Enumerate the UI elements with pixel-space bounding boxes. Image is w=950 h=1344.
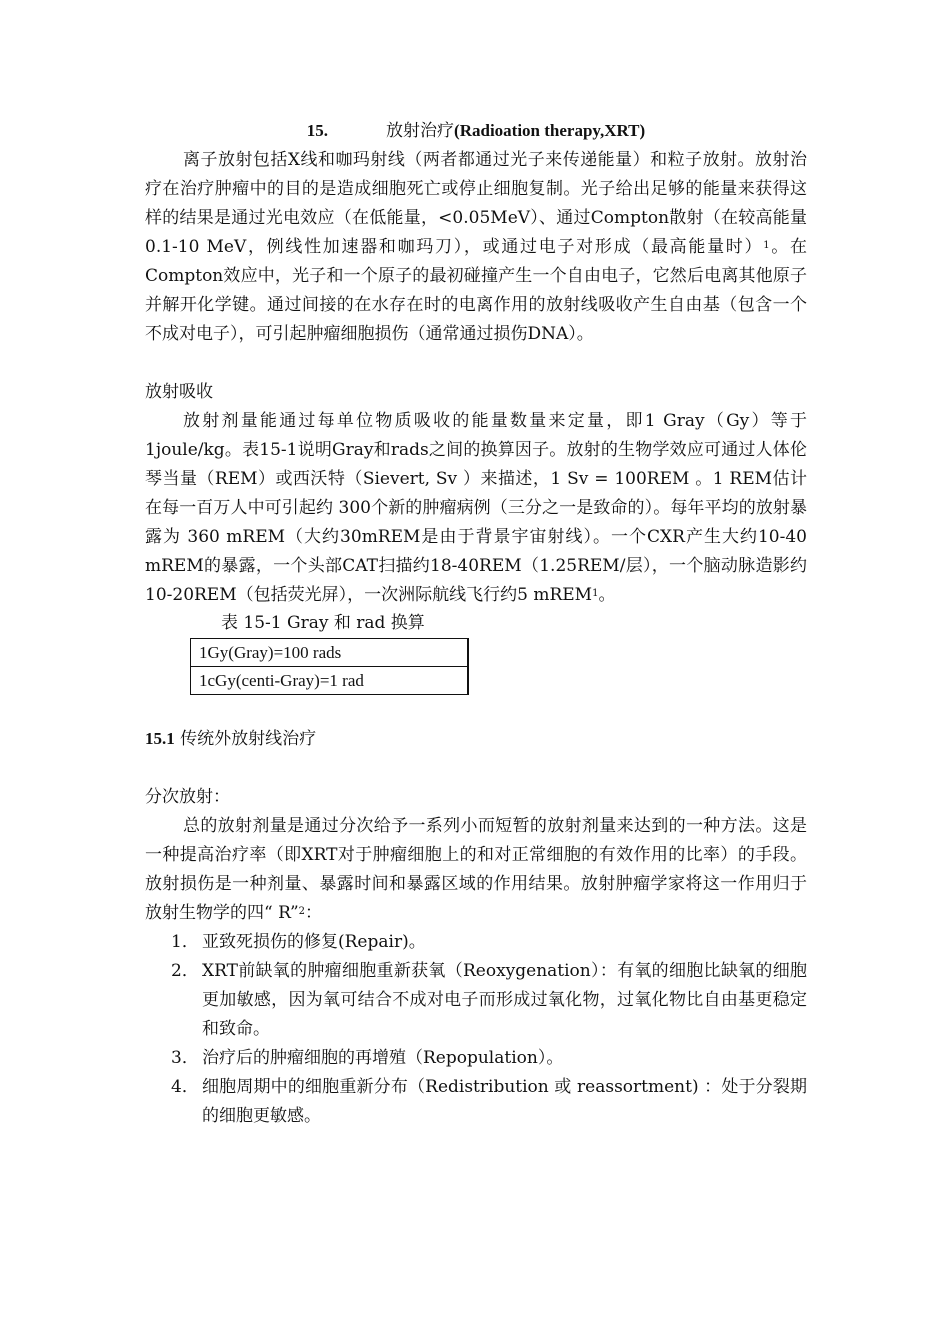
section-number: 15.1 xyxy=(145,729,175,748)
intro-text-2: 。在Compton效应中，光子和一个原子的最初碰撞产生一个自由电子，它然后电离其他原子并解开化学键。通过间接的在水存在时的电离作用的放射线吸收产生自由基（包含一个不成对电子），可引起肿瘤细胞损伤（通常通过损伤DNA）。 xyxy=(145,237,808,344)
list-item xyxy=(145,1073,807,1131)
document-page xyxy=(145,118,807,1131)
intro-paragraph xyxy=(145,146,807,349)
intro-footnote-ref: 1 xyxy=(763,240,770,251)
table-cell: 1cGy(centi-Gray)=1 rad xyxy=(191,667,469,695)
list-number: 1． xyxy=(171,932,199,952)
table-caption: 表 15-1 Gray 和 rad 换算 xyxy=(221,613,425,633)
section-heading xyxy=(145,724,807,754)
list-number: 2． xyxy=(171,961,199,981)
title-en: (Radioation therapy,XRT) xyxy=(454,121,646,140)
title-number: 15. xyxy=(306,121,329,140)
list-item xyxy=(145,1044,807,1073)
section-title: 传统外放射线治疗 xyxy=(174,729,317,749)
list-text: 治疗后的肿瘤细胞的再增殖（Repopulation）。 xyxy=(202,1048,564,1068)
list-item xyxy=(145,928,807,957)
list-text: XRT前缺氧的肿瘤细胞重新获氧（Reoxygenation）：有氧的细胞比缺氧的细胞更加敏感，因为氧可结合不成对电子而形成过氧化物，过氧化物比自由基更稳定和致命。 xyxy=(202,961,807,1039)
list-number: 3． xyxy=(171,1048,199,1068)
fractionation-paragraph xyxy=(145,812,807,928)
intro-text-1: 离子放射包括X线和咖玛射线（两者都通过光子来传递能量）和粒子放射。放射治疗在治疗肿瘤中的目的是造成细胞死亡或停止细胞复制。光子给出足够的能量来获得这样的结果是通过光电效应（在低能量，<0.05MeV）、通过Compton散射（在较高能量0.1-10 MeV，例线性加速器和咖玛刀），或通过电子对形成（最高能量时） xyxy=(145,150,807,257)
absorption-footnote-ref: 1 xyxy=(592,588,599,599)
table-row xyxy=(191,639,469,667)
absorption-paragraph xyxy=(145,407,807,610)
list-text: 亚致死损伤的修复(Repair)。 xyxy=(202,932,426,952)
absorption-heading: 放射吸收 xyxy=(145,382,213,402)
document-title xyxy=(145,118,807,144)
conversion-table xyxy=(190,638,469,695)
list-number: 4． xyxy=(171,1077,199,1097)
four-r-list xyxy=(145,928,807,1131)
table-row xyxy=(191,667,469,695)
list-item xyxy=(145,957,807,1044)
absorption-text-2: 。 xyxy=(598,585,616,605)
table-cell: 1Gy(Gray)=100 rads xyxy=(191,639,469,667)
fractionation-tail: ： xyxy=(305,903,323,923)
fractionation-text: 总的放射剂量是通过分次给予一系列小而短暂的放射剂量来达到的一种方法。这是一种提高治疗率（即XRT对于肿瘤细胞上的和对正常细胞的有效作用的比率）的手段。放射损伤是一种剂量、暴露时间和暴露区域的作用结果。放射肿瘤学家将这一作用归于放射生物学的四“ R” xyxy=(145,816,807,923)
absorption-text-1: 放射剂量能通过每单位物质吸收的能量数量来定量，即1 Gray（Gy）等于1joule/kg。表15-1说明Gray和rads之间的换算因子。放射的生物学效应可通过人体伦琴当量（REM）或西沃特（Sievert, Sv ）来描述，1 Sv = 100REM 。1 REM估计在每一百万人中可引起约 300个新的肿瘤病例（三分之一是致命的）。每年平均的放射暴露为 360 mREM（大约30mREM是由于背景宇宙射线）。一个CXR产生大约10-40 mREM的暴露，一个头部CAT扫描约18-40REM（1.25REM/层），一个脑动脉造影约10-20REM（包括荧光屏），一次洲际航线飞行约5 mREM xyxy=(145,411,807,605)
fractionation-footnote-ref: 2 xyxy=(298,906,306,917)
title-zh: 放射治疗 xyxy=(386,121,455,141)
fractionation-heading: 分次放射： xyxy=(145,787,230,807)
list-text: 细胞周期中的细胞重新分布（Redistribution 或 reassortment) ：处于分裂期的细胞更敏感。 xyxy=(202,1077,807,1126)
